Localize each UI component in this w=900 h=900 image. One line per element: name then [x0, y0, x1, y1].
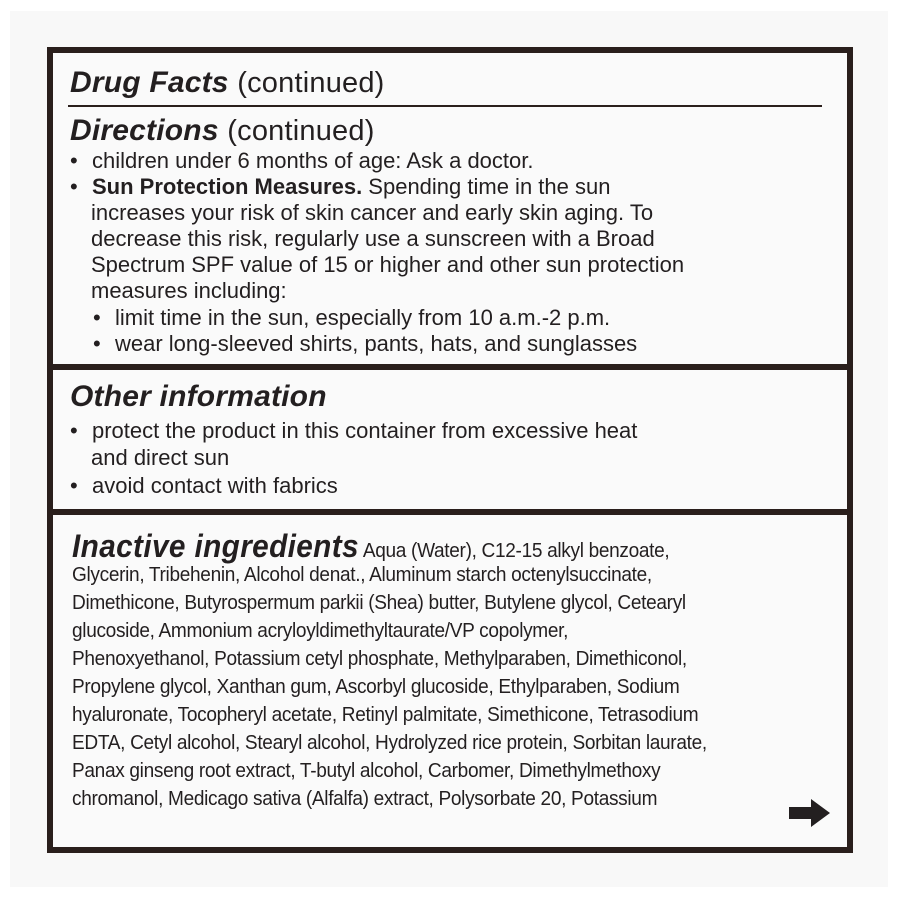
bullet-icon: •: [70, 148, 78, 173]
inactive-ingredients-line: hyaluronate, Tocopheryl acetate, Retinyl palmitate, Simethicone, Tetrasodium: [72, 703, 699, 726]
directions-item-children-text: children under 6 months of age: Ask a doctor.: [92, 148, 534, 173]
bullet-icon: •: [70, 418, 78, 443]
directions-title-suffix: (continued): [227, 115, 375, 147]
directions-item-sun: [70, 174, 610, 200]
other-item-heat: [70, 418, 637, 444]
sun-protection-line-5: measures including:: [91, 278, 287, 303]
other-item-fabrics-text: avoid contact with fabrics: [92, 473, 338, 498]
section-divider: [47, 509, 853, 515]
sun-protection-bold: Sun Protection Measures.: [92, 174, 363, 199]
inactive-ingredients-title: Inactive ingredients: [72, 528, 359, 564]
directions-subitem-clothing-text: wear long-sleeved shirts, pants, hats, and sunglasses: [115, 331, 638, 356]
inactive-ingredients-line: Panax ginseng root extract, T-butyl alcohol, Carbomer, Dimethylmethoxy: [72, 759, 661, 782]
directions-subitem-limit-time: [93, 305, 610, 331]
other-item-heat-text: protect the product in this container from excessive heat: [92, 418, 638, 443]
other-item-heat-line-2: and direct sun: [91, 445, 230, 470]
drug-facts-title-suffix: (continued): [237, 67, 385, 99]
bullet-icon: •: [70, 473, 78, 498]
drug-facts-title: [70, 66, 385, 100]
inactive-ingredients-line: Glycerin, Tribehenin, Alcohol denat., Aluminum starch octenylsuccinate,: [72, 563, 652, 586]
inactive-ingredients-line: glucoside, Ammonium acryloyldimethyltaurate/VP copolymer,: [72, 619, 569, 642]
inactive-ingredients-line: Propylene glycol, Xanthan gum, Ascorbyl glucoside, Ethylparaben, Sodium: [72, 675, 680, 698]
directions-subitem-clothing: [93, 331, 637, 357]
sun-protection-line-2: increases your risk of skin cancer and early skin aging. To: [91, 200, 654, 225]
inactive-ingredients-line: EDTA, Cetyl alcohol, Stearyl alcohol, Hydrolyzed rice protein, Sorbitan laurate,: [72, 731, 707, 754]
inactive-ingredients-line: Phenoxyethanol, Potassium cetyl phosphate, Methylparaben, Dimethiconol,: [72, 647, 687, 670]
bullet-icon: •: [70, 174, 78, 199]
sun-protection-line-4: Spectrum SPF value of 15 or higher and other sun protection: [91, 252, 685, 277]
directions-title: Directions: [70, 114, 219, 147]
inactive-ingredients-line-1: Aqua (Water), C12-15 alkyl benzoate,: [358, 539, 670, 562]
sun-protection-line-3: decrease this risk, regularly use a sunscreen with a Broad: [91, 226, 655, 251]
directions-heading: [70, 114, 375, 148]
section-divider: [47, 364, 853, 370]
directions-subitem-limit-time-text: limit time in the sun, especially from 10 a.m.-2 p.m.: [115, 305, 611, 330]
arrow-right-icon: [789, 797, 831, 829]
header-divider: [68, 105, 822, 107]
bullet-icon: •: [93, 305, 101, 330]
other-information-heading: Other information: [70, 380, 327, 413]
sun-protection-line-1: Spending time in the sun: [362, 174, 611, 199]
directions-item-children: [70, 148, 534, 174]
inactive-ingredients-line: Dimethicone, Butyrospermum parkii (Shea) butter, Butylene glycol, Cetearyl: [72, 591, 686, 614]
other-item-fabrics: [70, 473, 338, 499]
inactive-ingredients-line: chromanol, Medicago sativa (Alfalfa) extract, Polysorbate 20, Potassium: [72, 787, 658, 810]
drug-facts-title-text: Drug Facts: [70, 66, 229, 99]
bullet-icon: •: [93, 331, 101, 356]
